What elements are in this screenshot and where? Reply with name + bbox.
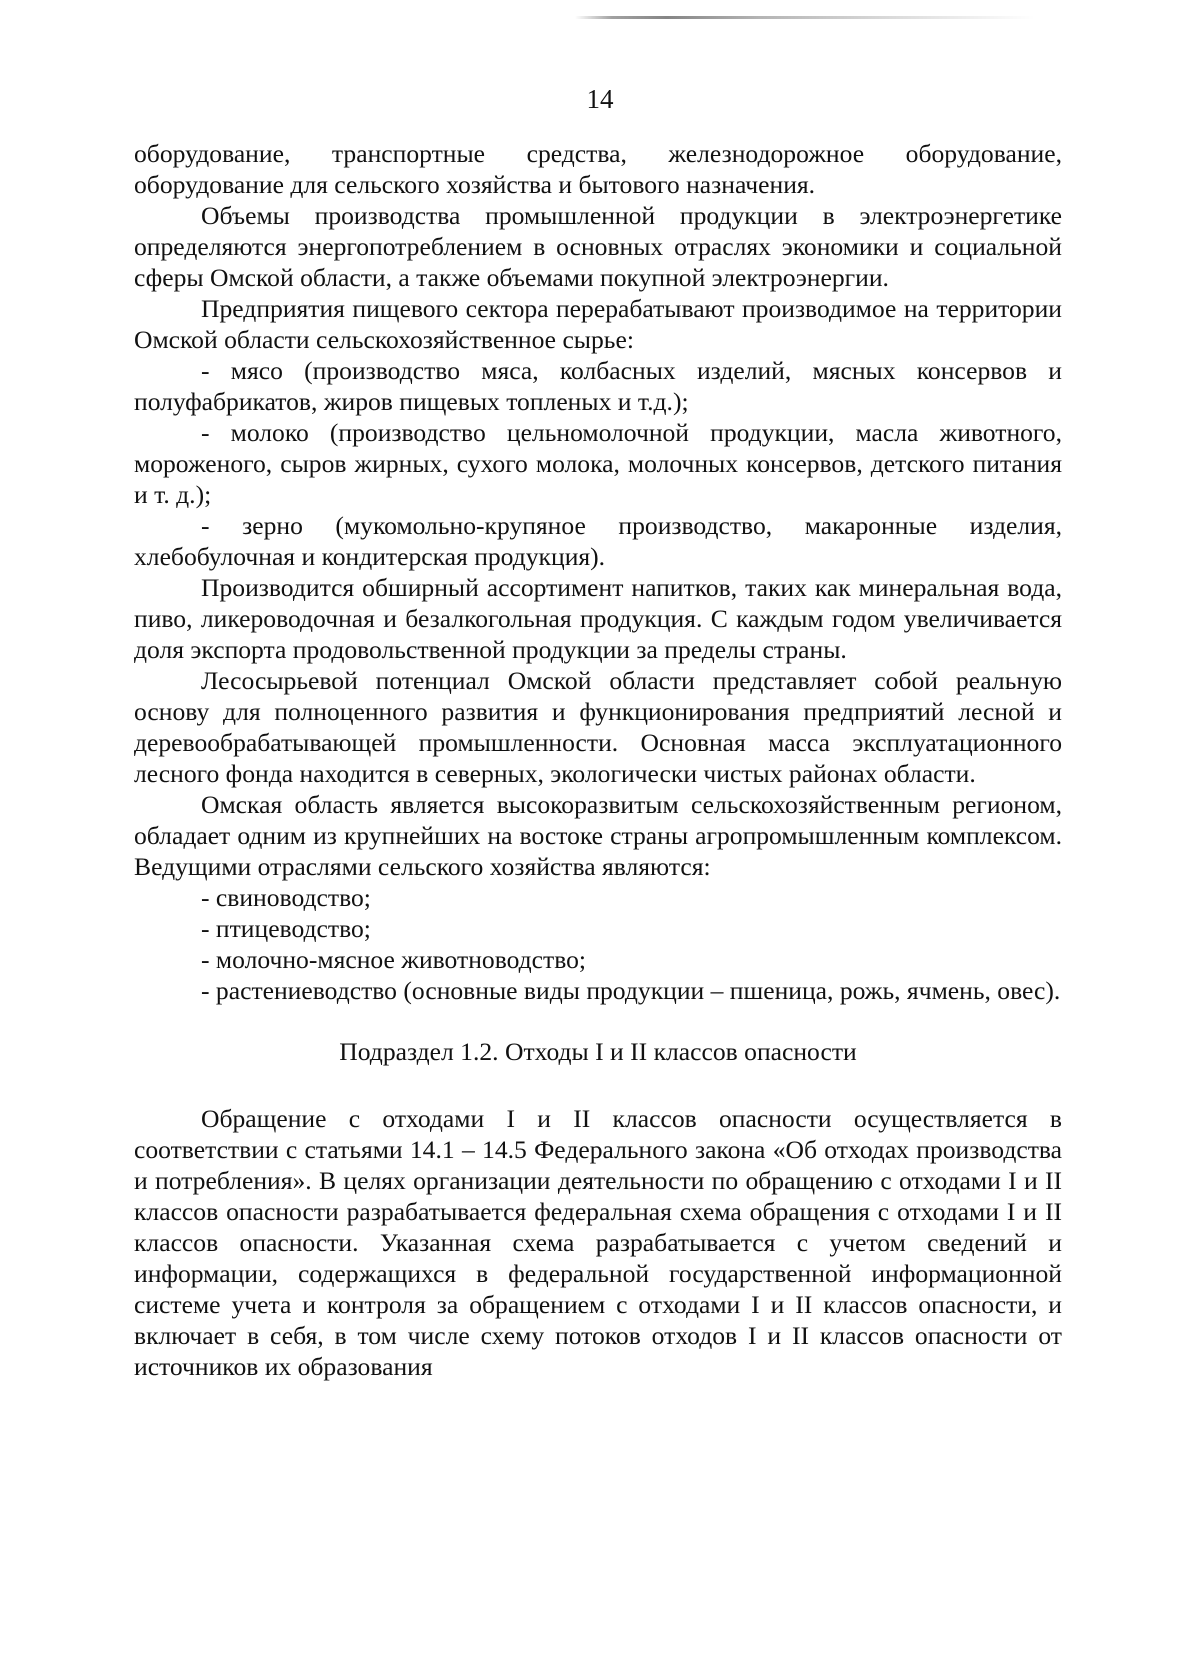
paragraph-forestry: Лесосырьевой потенциал Омской области представляет собой реальную основу для полноценного развития и функционирования предприятий лесной и деревообрабатывающей промышленности. Основная масса эксплуатационного лесного фонда находится в северных, экологически чистых районах области. — [134, 666, 1062, 788]
paragraph-food-sector: Предприятия пищевого сектора перерабатывают производимое на территории Омской области сельскохозяйственное сырье: — [134, 294, 1062, 354]
scan-artifact-line — [575, 16, 1035, 19]
paragraph-beverages: Производится обширный ассортимент напитков, таких как минеральная вода, пиво, ликероводочная и безалкогольная продукция. С каждым годом увеличивается доля экспорта продовольственной продукции за пределы страны. — [134, 573, 1062, 664]
list-item-dairy-meat: - молочно-мясное животноводство; — [201, 945, 587, 974]
list-item-meat: - мясо (производство мяса, колбасных изделий, мясных консервов и полуфабрикатов, жиров пищевых топленых и т.д.); — [134, 356, 1062, 416]
list-item-crops: - растениеводство (основные виды продукции – пшеница, рожь, ячмень, овес). — [201, 976, 1061, 1005]
paragraph-waste-handling: Обращение с отходами I и II классов опасности осуществляется в соответствии с статьями 14.1 – 14.5 Федерального закона «Об отходах производства и потребления». В целях организации деятельности по обращению с отходами I и II классов опасности разрабатывается федеральная схема обращения с отходами I и II классов опасности. Указанная схема разрабатывается с учетом сведений и информации, содержащихся в федеральной государственной информационной системе учета и контроля за обращением с отходами I и II классов опасности, и включает в себя, в том числе схему потоков отходов I и II классов опасности от источников их образования — [134, 1104, 1062, 1381]
list-item-grain: - зерно (мукомольно-крупяное производство, макаронные изделия, хлебобулочная и кондитерская продукция). — [134, 511, 1062, 571]
document-body — [134, 138, 1062, 1382]
paragraph-continuation: оборудование, транспортные средства, железнодорожное оборудование, оборудование для сельского хозяйства и бытового назначения. — [134, 139, 1062, 199]
subsection-heading: Подраздел 1.2. Отходы I и II классов опасности — [339, 1037, 857, 1066]
list-item-poultry: - птицеводство; — [201, 914, 371, 943]
page-number: 14 — [586, 84, 614, 114]
paragraph-electricity: Объемы производства промышленной продукции в электроэнергетике определяются энергопотреблением в основных отраслях экономики и социальной сферы Омской области, а также объемами покупной электроэнергии. — [134, 201, 1062, 292]
list-item-milk: - молоко (производство цельномолочной продукции, масла животного, мороженого, сыров жирных, сухого молока, молочных консервов, детского питания и т. д.); — [134, 418, 1062, 509]
paragraph-agriculture: Омская область является высокоразвитым сельскохозяйственным регионом, обладает одним из крупнейших на востоке страны агропромышленным комплексом. Ведущими отраслями сельского хозяйства являются: — [134, 790, 1062, 881]
list-item-pigs: - свиноводство; — [201, 883, 371, 912]
